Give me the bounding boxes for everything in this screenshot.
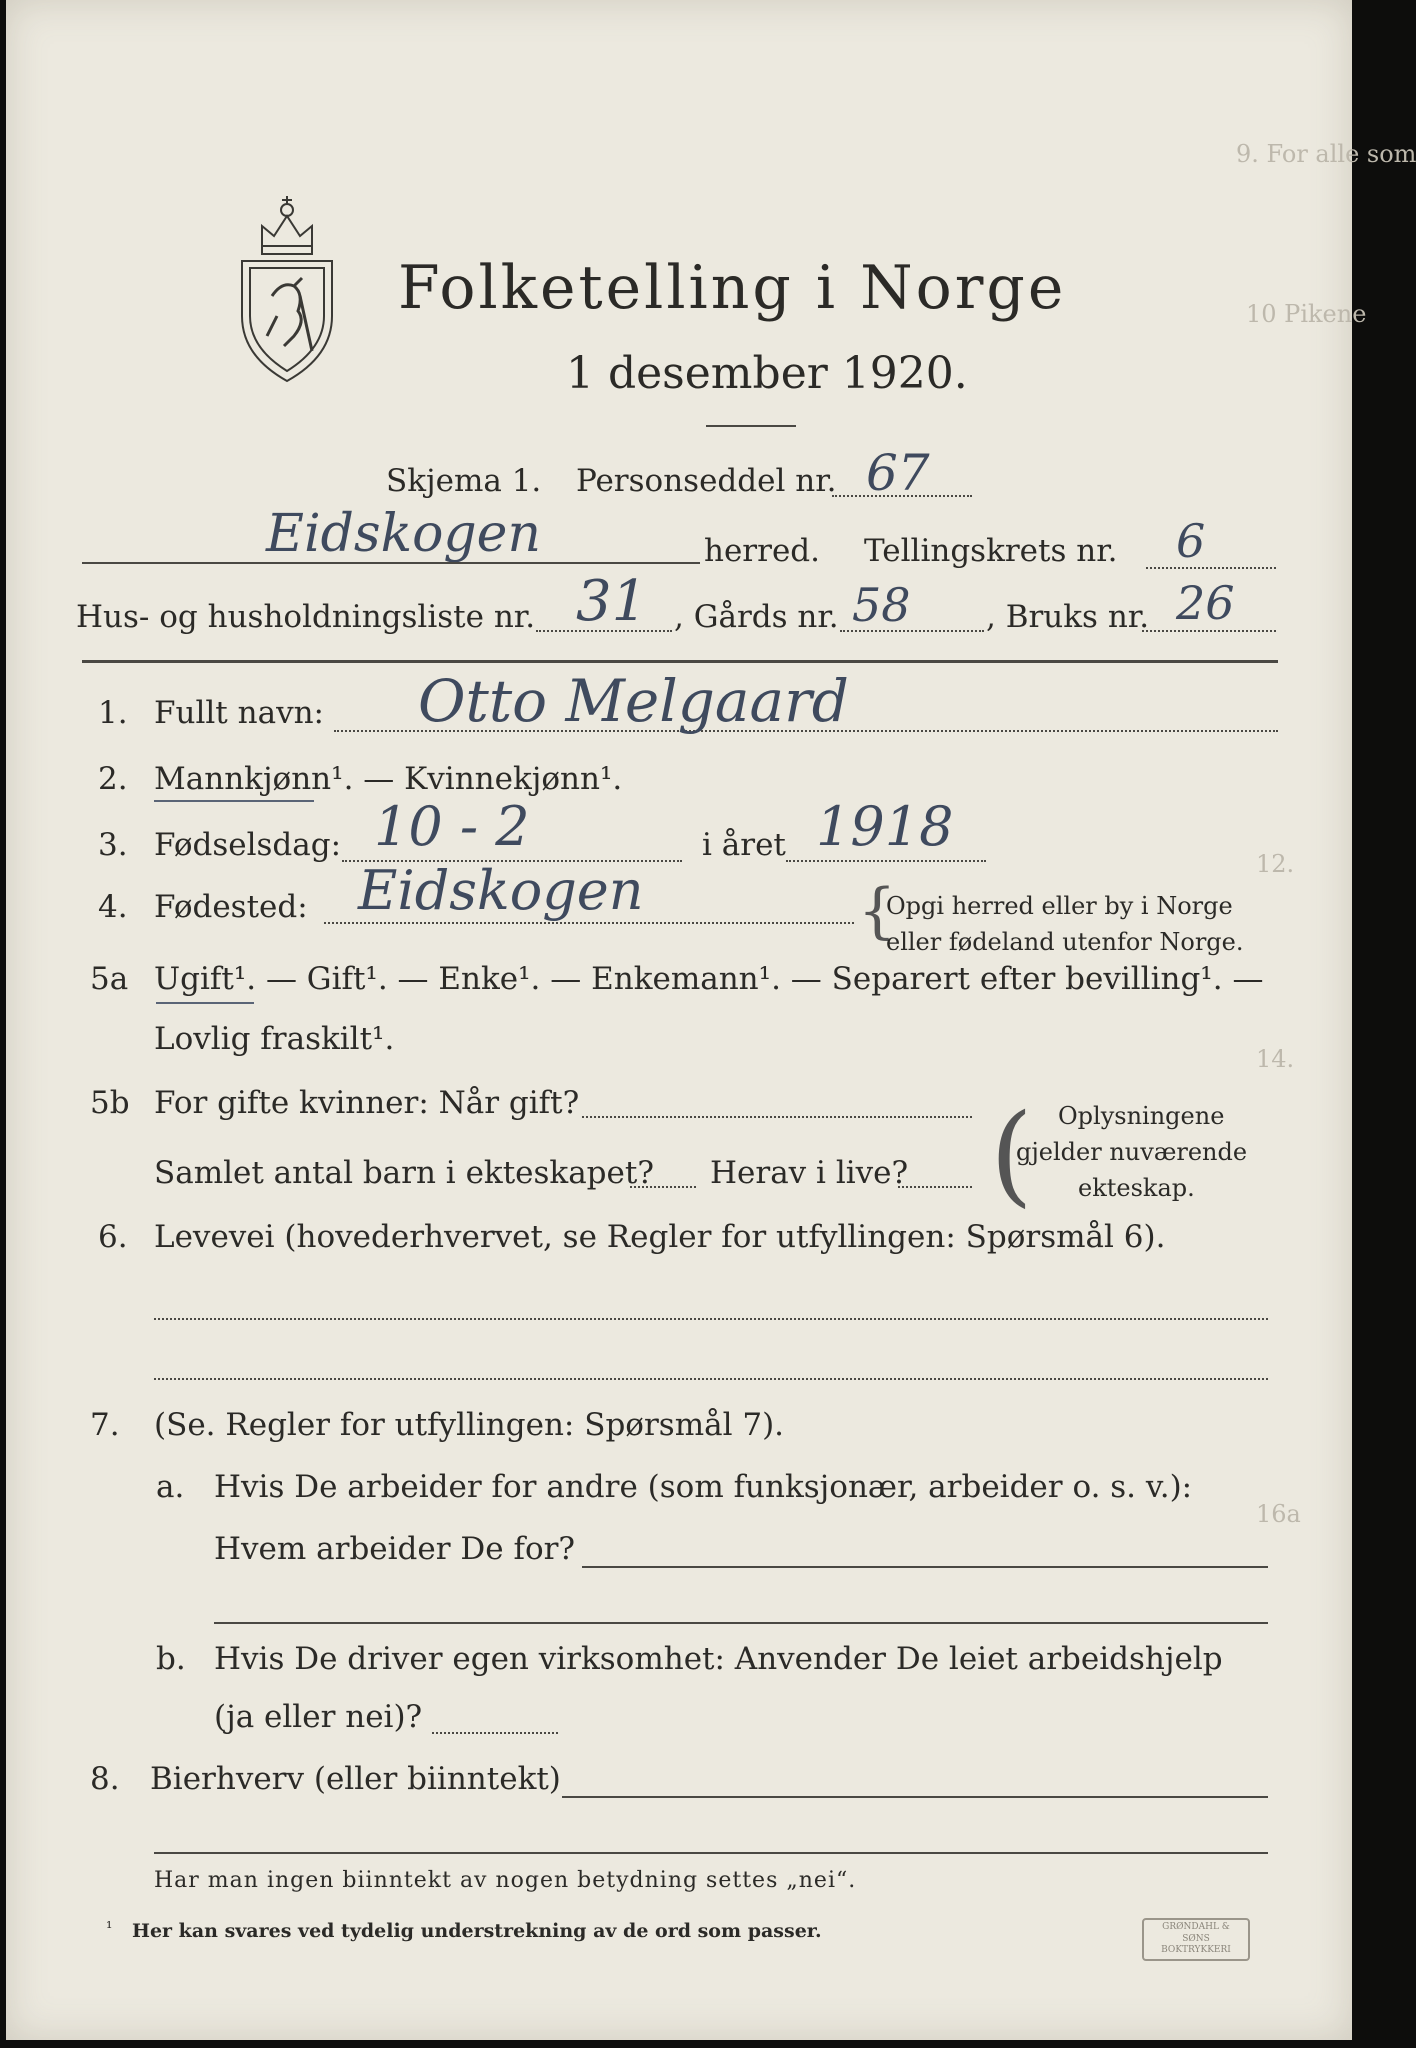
q8-label: Bierhverv (eller biinntekt) bbox=[150, 1761, 561, 1797]
q7b-line1: Hvis De driver egen virksomhet: Anvender De leiet arbeidshjelp bbox=[214, 1641, 1223, 1677]
q5b-note-line2: gjelder nuværende bbox=[1016, 1138, 1248, 1166]
printer-stamp-line1: GRØNDAHL & SØNS bbox=[1162, 1922, 1230, 1944]
q7a-line1: Hvis De arbeider for andre (som funksjonær, arbeider o. s. v.): bbox=[214, 1469, 1193, 1505]
q3-label: Fødselsdag: bbox=[154, 827, 342, 863]
q3-number: 3. bbox=[98, 827, 128, 863]
q5b-note-line3: ekteskap. bbox=[1078, 1174, 1195, 1202]
q4-note-line1: Opgi herred eller by i Norge bbox=[886, 892, 1233, 920]
norway-coat-of-arms-icon bbox=[232, 186, 342, 386]
skjema-label: Skjema 1. bbox=[386, 463, 542, 499]
personseddel-value: 67 bbox=[866, 444, 930, 502]
q7a-employer-line-2 bbox=[214, 1622, 1268, 1624]
q7b-answer-line bbox=[432, 1732, 558, 1734]
bleed-through-text: 16a bbox=[1256, 1500, 1301, 1528]
q6-line-2 bbox=[154, 1378, 1268, 1380]
footer-note: Har man ingen biinntekt av nogen betydning settes „nei“. bbox=[154, 1868, 857, 1893]
q5a-marital-options-cont: Lovlig fraskilt¹. bbox=[154, 1021, 395, 1057]
q5b-alive-line bbox=[898, 1186, 972, 1188]
q7b-line2: (ja eller nei)? bbox=[214, 1699, 423, 1735]
q5b-children-line bbox=[630, 1186, 696, 1188]
q5a-underline-ugift bbox=[156, 1002, 254, 1004]
q4-note-brace: { bbox=[858, 876, 897, 946]
q7a-employer-label: Hvem arbeider De for? bbox=[214, 1531, 576, 1567]
q5b-alive-label: Herav i live? bbox=[710, 1155, 909, 1191]
census-date: 1 desember 1920. bbox=[566, 348, 968, 399]
bruks-line bbox=[1142, 630, 1276, 632]
title-divider bbox=[706, 425, 796, 427]
herred-label: herred. bbox=[704, 533, 820, 569]
q2-number: 2. bbox=[98, 761, 128, 797]
q1-number: 1. bbox=[98, 695, 128, 731]
q5a-number: 5a bbox=[90, 961, 129, 997]
bleed-through-text: 10 Pikene bbox=[1246, 300, 1367, 328]
printer-stamp bbox=[1142, 1918, 1250, 1961]
printer-stamp-line2: BOKTRYKKERI bbox=[1161, 1945, 1231, 1956]
tellingskrets-line bbox=[1146, 567, 1276, 569]
q8-line bbox=[562, 1796, 1268, 1798]
q6-number: 6. bbox=[98, 1219, 128, 1255]
q5a-marital-options: Ugift¹. — Gift¹. — Enke¹. — Enkemann¹. — Separert efter bevilling¹. — bbox=[154, 961, 1264, 997]
q3-year-line bbox=[786, 860, 986, 862]
q2-underline-mannkjonn bbox=[154, 800, 314, 802]
bruks-value: 26 bbox=[1176, 576, 1235, 630]
herred-value: Eidskogen bbox=[266, 504, 541, 564]
q2-sex-options: Mannkjønn¹. — Kvinnekjønn¹. bbox=[154, 761, 623, 797]
bleed-through-text: 14. bbox=[1256, 1045, 1295, 1073]
q7-number: 7. bbox=[90, 1407, 120, 1443]
bleed-through-text: 9. For alle som bbox=[1236, 140, 1416, 168]
q4-line bbox=[324, 922, 854, 924]
q3-birth-date: 10 - 2 bbox=[374, 795, 530, 858]
q5b-married-label: For gifte kvinner: Når gift? bbox=[154, 1085, 580, 1121]
bleed-through-text: 12. bbox=[1256, 850, 1295, 878]
q8-number: 8. bbox=[90, 1761, 120, 1797]
q1-label: Fullt navn: bbox=[154, 695, 324, 731]
q6-occupation-label: Levevei (hovederhvervet, se Regler for utfyllingen: Spørsmål 6). bbox=[154, 1219, 1166, 1255]
personseddel-label: Personseddel nr. bbox=[576, 463, 837, 499]
census-form-sheet bbox=[6, 0, 1416, 2040]
q4-note-line2: eller fødeland utenfor Norge. bbox=[886, 928, 1244, 956]
q3-birth-year: 1918 bbox=[816, 795, 954, 858]
gards-label: , Gårds nr. bbox=[674, 599, 839, 635]
footnote-mark: ¹ bbox=[106, 1918, 113, 1937]
q5b-note-brace: ( bbox=[990, 1090, 1033, 1218]
q3-year-label: i året bbox=[702, 827, 786, 863]
form-title: Folketelling i Norge bbox=[398, 253, 1067, 323]
gards-value: 58 bbox=[852, 578, 911, 632]
herred-line bbox=[82, 562, 700, 564]
tellingskrets-label: Tellingskrets nr. bbox=[864, 533, 1118, 569]
q4-number: 4. bbox=[98, 889, 128, 925]
header-divider bbox=[82, 660, 1278, 663]
q4-label: Fødested: bbox=[154, 889, 308, 925]
q1-full-name: Otto Melgaard bbox=[418, 667, 849, 735]
husholdningsliste-value: 31 bbox=[576, 569, 648, 634]
q5b-married-line bbox=[582, 1116, 972, 1118]
tellingskrets-value: 6 bbox=[1176, 514, 1206, 568]
bruks-label: , Bruks nr. bbox=[986, 599, 1150, 635]
q5b-number: 5b bbox=[90, 1085, 130, 1121]
q7a-letter: a. bbox=[156, 1469, 185, 1505]
q7b-letter: b. bbox=[156, 1641, 186, 1677]
q5b-children-label: Samlet antal barn i ekteskapet? bbox=[154, 1155, 654, 1191]
q8-line-2 bbox=[154, 1852, 1268, 1854]
footnote-text: Her kan svares ved tydelig understrekning av de ord som passer. bbox=[132, 1920, 822, 1942]
q5b-note-line1: Oplysningene bbox=[1058, 1102, 1225, 1130]
q7a-employer-line bbox=[582, 1566, 1268, 1568]
q4-birthplace: Eidskogen bbox=[358, 859, 644, 922]
husholdningsliste-label: Hus- og husholdningsliste nr. bbox=[76, 599, 536, 635]
q7-label: (Se. Regler for utfyllingen: Spørsmål 7). bbox=[154, 1407, 785, 1443]
q6-line-1 bbox=[154, 1318, 1268, 1320]
